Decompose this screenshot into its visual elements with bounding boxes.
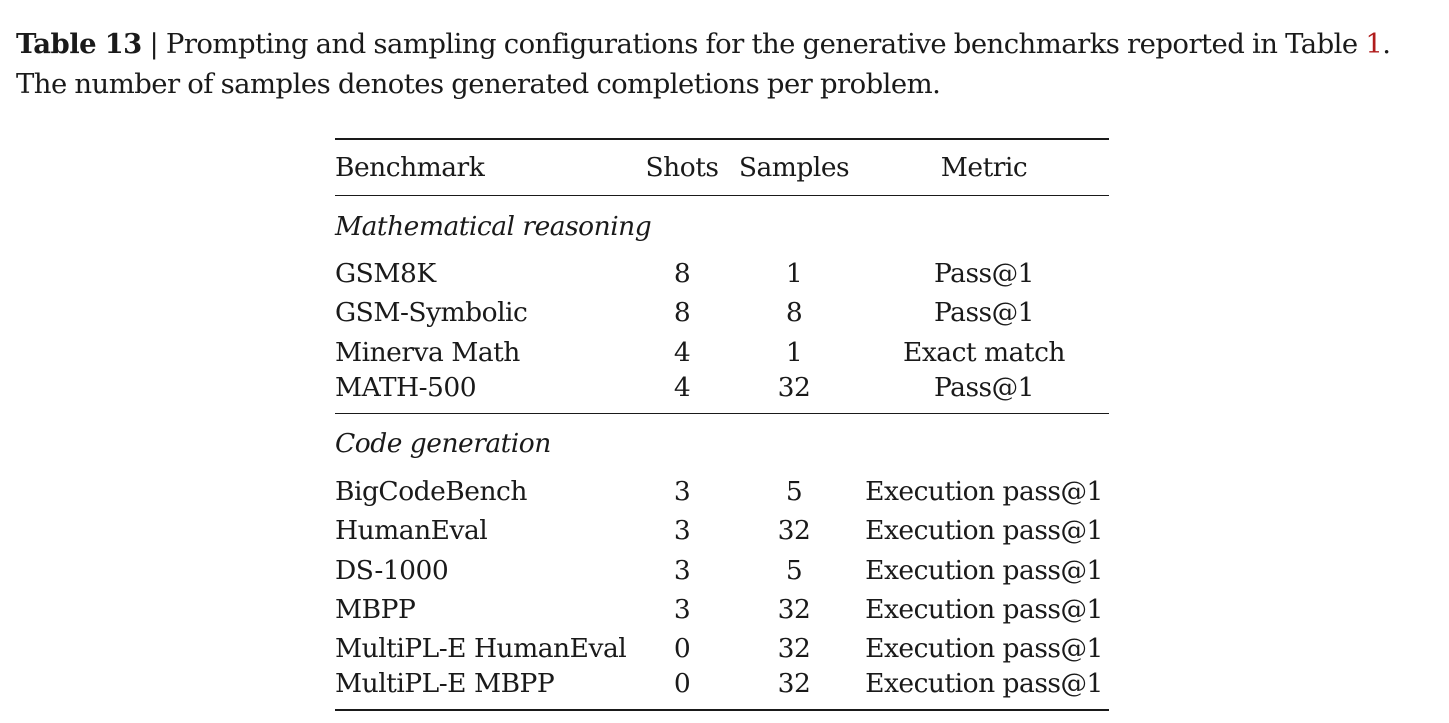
table-row: [335, 668, 1109, 710]
cell-benchmark: DS-1000: [335, 554, 449, 586]
cell-samples: 5: [785, 554, 803, 586]
header-shots: Shots: [645, 152, 719, 183]
cell-metric: Pass@1: [934, 371, 1034, 403]
header-benchmark: Benchmark: [335, 152, 485, 183]
cell-shots: 3: [673, 593, 691, 625]
cell-metric: Execution pass@1: [865, 593, 1103, 625]
section-row: [335, 196, 1109, 255]
cell-shots: 3: [673, 554, 691, 586]
section-row: [335, 413, 1109, 472]
cell-samples: 1: [785, 336, 803, 368]
cell-metric: Execution pass@1: [865, 554, 1103, 586]
table-row: [335, 472, 1109, 511]
cell-metric: Pass@1: [934, 297, 1034, 329]
cell-metric: Execution pass@1: [865, 668, 1103, 700]
header-metric: Metric: [940, 152, 1028, 183]
cell-shots: 0: [673, 633, 691, 665]
table-label: Table 13: [16, 28, 142, 60]
cell-benchmark: GSM-Symbolic: [335, 297, 528, 329]
table-row: [335, 511, 1109, 550]
table-row: [335, 293, 1109, 332]
table-row: [335, 629, 1109, 668]
cell-shots: 0: [673, 668, 691, 700]
cell-samples: 8: [785, 297, 803, 329]
cell-shots: 8: [673, 258, 691, 290]
header-row: [335, 139, 1109, 196]
cell-samples: 32: [777, 371, 811, 403]
table-row: [335, 254, 1109, 293]
caption-text: Prompting and sampling configurations for the generative benchmarks reported in Table: [165, 28, 1366, 60]
cell-samples: 5: [785, 476, 803, 508]
cell-shots: 4: [673, 336, 691, 368]
cell-metric: Execution pass@1: [865, 633, 1103, 665]
table-row: [335, 590, 1109, 629]
configuration-table: [335, 138, 1109, 711]
table-row: [335, 333, 1109, 372]
table-row: [335, 372, 1109, 414]
section-title: Code generation: [335, 428, 551, 460]
cell-benchmark: MultiPL-E HumanEval: [335, 633, 627, 665]
cell-benchmark: MATH-500: [335, 371, 477, 403]
table-caption: [16, 24, 1441, 104]
group-code-generation: [335, 413, 1109, 710]
cell-shots: 4: [673, 371, 691, 403]
cell-benchmark: Minerva Math: [335, 336, 520, 368]
cell-samples: 32: [777, 633, 811, 665]
cell-benchmark: MultiPL-E MBPP: [335, 668, 555, 700]
caption-text-continued: . The number of samples denotes generated completions per problem.: [16, 28, 1391, 100]
table-reference-link[interactable]: 1: [1365, 28, 1383, 60]
cell-metric: Exact match: [903, 336, 1065, 368]
cell-samples: 32: [777, 515, 811, 547]
table-header: [335, 139, 1109, 196]
cell-shots: 3: [673, 476, 691, 508]
cell-samples: 32: [777, 593, 811, 625]
section-title: Mathematical reasoning: [335, 210, 652, 242]
header-samples: Samples: [738, 152, 850, 183]
cell-metric: Pass@1: [934, 258, 1034, 290]
cell-benchmark: GSM8K: [335, 258, 436, 290]
cell-shots: 3: [673, 515, 691, 547]
cell-shots: 8: [673, 297, 691, 329]
cell-benchmark: BigCodeBench: [335, 476, 527, 508]
cell-samples: 1: [785, 258, 803, 290]
table-row: [335, 550, 1109, 589]
cell-metric: Execution pass@1: [865, 515, 1103, 547]
cell-metric: Execution pass@1: [865, 476, 1103, 508]
cell-samples: 32: [777, 668, 811, 700]
cell-benchmark: MBPP: [335, 593, 416, 625]
cell-benchmark: HumanEval: [335, 515, 488, 547]
caption-separator: |: [141, 28, 166, 60]
group-mathematical-reasoning: [335, 196, 1109, 414]
